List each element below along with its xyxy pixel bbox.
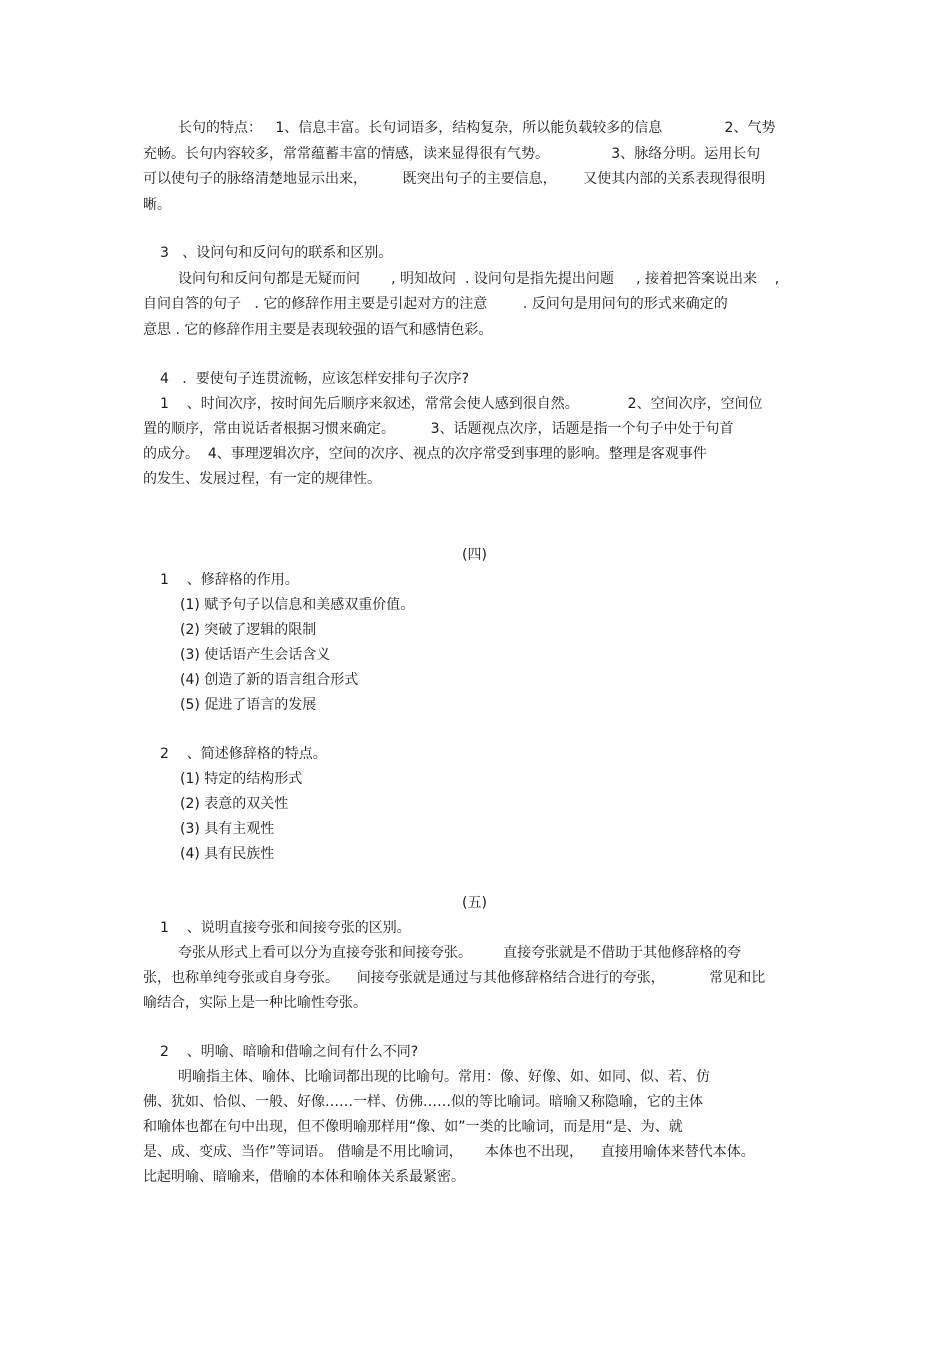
text-line: 2 、简述修辞格的特点。 — [160, 746, 327, 762]
text-line: (3) 使话语产生会话含义 — [180, 647, 331, 663]
text-line: 张，也称单纯夸张或自身夸张。 间接夸张就是通过与其他修辞格结合进行的夸张， 常见和比 — [143, 970, 766, 986]
text-line: 1 、时间次序，按时间先后顺序来叙述，常常会使人感到很自然。 2、空间次序，空间位 — [160, 396, 763, 412]
text-line: (四) — [462, 547, 487, 563]
text-line: 1 、修辞格的作用。 — [160, 572, 299, 588]
text-line: 设问句和反问句都是无疑而问 , 明知故问 . 设问句是指先提出问题 , 接着把答案说出来 , — [178, 271, 780, 287]
text-line: (4) 具有民族性 — [180, 846, 275, 862]
text-line: (2) 表意的双关性 — [180, 796, 289, 812]
text-line: (五) — [462, 895, 487, 911]
text-line: (2) 突破了逻辑的限制 — [180, 622, 317, 638]
text-line: (3) 具有主观性 — [180, 821, 275, 837]
text-line: (5) 促进了语言的发展 — [180, 697, 317, 713]
text-line: 的成分。 4、事理逻辑次序，空间的次序、视点的次序常受到事理的影响。整理是客观事件 — [143, 446, 707, 462]
text-line: 的发生、发展过程，有一定的规律性。 — [143, 471, 381, 487]
text-line: 自问自答的句子 . 它的修辞作用主要是引起对方的注意 . 反问句是用问句的形式来确定的 — [143, 296, 728, 312]
text-line: (1) 特定的结构形式 — [180, 771, 303, 787]
text-line: (1) 赋予句子以信息和美感双重价值。 — [180, 597, 415, 613]
text-line: 明喻指主体、喻体、比喻词都出现的比喻句。常用：像、好像、如、如同、似、若、仿 — [178, 1069, 710, 1085]
text-line: 置的顺序，常由说话者根据习惯来确定。 3、话题视点次序，话题是指一个句子中处于句首 — [143, 421, 734, 437]
text-line: 2 、明喻、暗喻和借喻之间有什么不同? — [160, 1044, 419, 1060]
text-line: 可以使句子的脉络清楚地显示出来， 既突出句子的主要信息， 又使其内部的关系表现得很明 — [143, 171, 766, 187]
text-line: 夸张从形式上看可以分为直接夸张和间接夸张。 直接夸张就是不借助于其他修辞格的夸 — [178, 945, 742, 961]
text-line: 长句的特点： 1、信息丰富。长句词语多，结构复杂，所以能负载较多的信息 2、气势 — [178, 120, 776, 136]
text-line: 充畅。长句内容较多，常常蕴蓄丰富的情感，读来显得很有气势。 3、脉络分明。运用长句 — [143, 146, 761, 162]
text-line: 喻结合，实际上是一种比喻性夸张。 — [143, 995, 367, 1011]
text-line: 和喻体也都在句中出现，但不像明喻那样用“像、如”一类的比喻词，而是用“是、为、就 — [143, 1119, 683, 1135]
text-line: 是、成、变成、当作”等词语。 借喻是不用比喻词， 本体也不出现， 直接用喻体来替代本体。 — [143, 1144, 755, 1160]
text-line: 3 、设问句和反问句的联系和区别。 — [160, 245, 393, 261]
text-line: 晰。 — [143, 197, 171, 213]
text-line: 1 、说明直接夸张和间接夸张的区别。 — [160, 920, 411, 936]
text-line: (4) 创造了新的语言组合形式 — [180, 672, 359, 688]
text-line: 佛、犹如、恰似、一般、好像……一样、仿佛……似的等比喻词。暗喻又称隐喻，它的主体 — [143, 1094, 703, 1110]
text-line: 4 . 要使句子连贯流畅，应该怎样安排句子次序? — [160, 371, 470, 387]
text-line: 比起明喻、暗喻来，借喻的本体和喻体关系最紧密。 — [143, 1169, 465, 1185]
text-line: 意思 . 它的修辞作用主要是表现较强的语气和感情色彩。 — [143, 322, 493, 338]
